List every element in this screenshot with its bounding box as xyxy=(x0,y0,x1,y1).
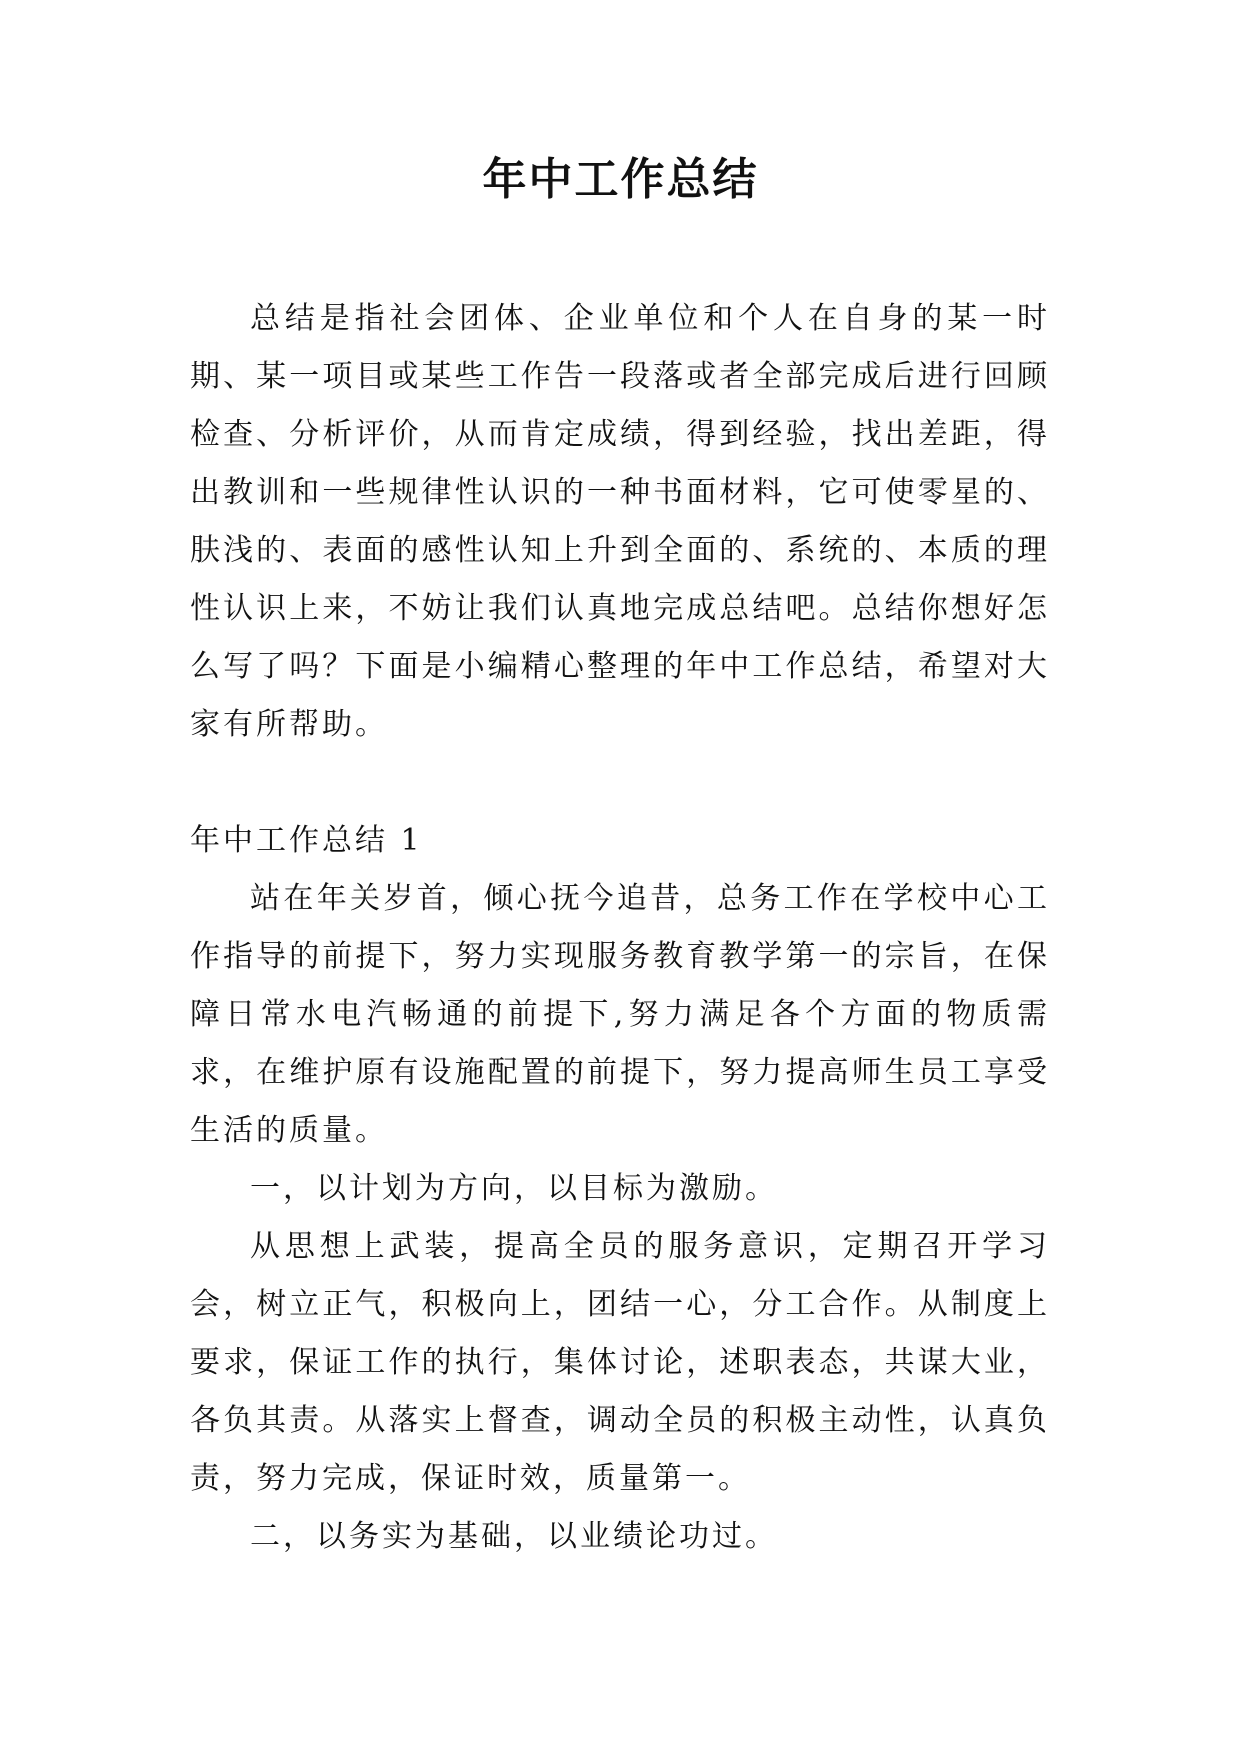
list-heading-1: 一，以计划为方向，以目标为激励。 xyxy=(250,1171,778,1206)
section-heading: 年中工作总结 1 xyxy=(190,823,423,858)
body-paragraph-2: 从思想上武装，提高全员的服务意识，定期召开学习会，树立正气，积极向上，团结一心，分工合作。从制度上要求，保证工作的执行，集体讨论，述职表态，共谋大业，各负其责。从落实上督查，调动全员的积极主动性，认真负责，努力完成，保证时效，质量第一。 xyxy=(190,1229,1050,1496)
intro-paragraph: 总结是指社会团体、企业单位和个人在自身的某一时期、某一项目或某些工作告一段落或者全部完成后进行回顾检查、分析评价，从而肯定成绩，得到经验，找出差距，得出教训和一些规律性认识的一种书面材料，它可使零星的、肤浅的、表面的感性认知上升到全面的、系统的、本质的理性认识上来，不妨让我们认真地完成总结吧。总结你想好怎么写了吗？下面是小编精心整理的年中工作总结，希望对大家有所帮助。 xyxy=(190,301,1050,742)
spacer xyxy=(190,754,1050,812)
list-heading-2: 二，以务实为基础，以业绩论功过。 xyxy=(250,1519,778,1554)
document-body xyxy=(190,290,1050,1566)
document-title: 年中工作总结 xyxy=(482,154,759,205)
body-paragraph-1: 站在年关岁首，倾心抚今追昔，总务工作在学校中心工作指导的前提下，努力实现服务教育教学第一的宗旨，在保障日常水电汽畅通的前提下,努力满足各个方面的物质需求，在维护原有设施配置的前提下，努力提高师生员工享受生活的质量。 xyxy=(190,881,1050,1148)
